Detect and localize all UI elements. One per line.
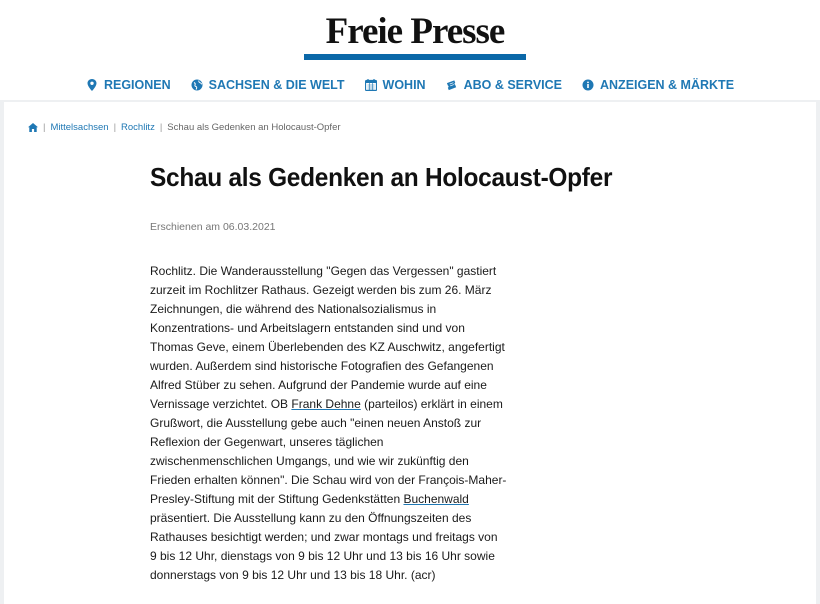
logo-underline <box>304 54 526 60</box>
body-text-segment: Presley-Stiftung mit der Stiftung Gedenkstätten <box>150 492 404 506</box>
body-line <box>150 395 530 414</box>
site-logo[interactable]: Freie Presse <box>325 11 505 52</box>
main-nav <box>0 74 820 96</box>
nav-item-wohin[interactable] <box>365 74 426 96</box>
body-line: Grußwort, die Ausstellung gebe auch "einen neuen Anstoß zur <box>150 416 482 430</box>
nav-item-regionen[interactable] <box>86 74 171 96</box>
nav-label: ABO & SERVICE <box>463 78 562 92</box>
body-line: Rochlitz. Die Wanderausstellung "Gegen das Vergessen" gastiert <box>150 264 497 278</box>
breadcrumb <box>28 122 341 133</box>
body-text-segment: (parteilos) erklärt in einem <box>360 397 503 411</box>
ticket-icon <box>446 79 458 91</box>
nav-label: WOHIN <box>382 78 426 92</box>
body-line: Rathauses besichtigt werden; und zwar montags und freitags von <box>150 530 498 544</box>
nav-item-sachsen-welt[interactable] <box>191 74 345 96</box>
body-line: Thomas Geve, einem Überlebenden des KZ Auschwitz, angefertigt <box>150 340 505 354</box>
breadcrumb-mittelsachsen[interactable]: Mittelsachsen <box>50 122 109 133</box>
body-text-segment: Vernissage verzichtet. OB <box>150 397 292 411</box>
body-line: Konzentrations- und Arbeitslagern entstanden sind und von <box>150 321 465 335</box>
article-body <box>150 262 530 585</box>
breadcrumb-separator: | <box>43 122 46 133</box>
breadcrumb-separator: | <box>113 122 117 133</box>
nav-label: SACHSEN & DIE WELT <box>208 78 345 92</box>
body-line: Reflexion der Gegenwart, unseres täglichen <box>150 435 384 449</box>
body-line: zurzeit im Rochlitzer Rathaus. Gezeigt werden bis zum 26. März <box>150 283 492 297</box>
article-container <box>4 102 816 604</box>
article-dateline: Erschienen am 06.03.2021 <box>150 221 276 233</box>
body-line: präsentiert. Die Ausstellung kann zu den Öffnungszeiten des <box>150 511 472 525</box>
nav-item-abo-service[interactable] <box>446 74 562 96</box>
body-line <box>150 490 530 509</box>
body-line: donnerstags von 9 bis 12 Uhr und 13 bis 18 Uhr. (acr) <box>150 568 436 582</box>
breadcrumb-current: Schau als Gedenken an Holocaust-Opfer <box>167 122 341 133</box>
site-header <box>0 0 820 100</box>
body-line: Zeichnungen, die während des Nationalsozialismus in <box>150 302 437 316</box>
nav-item-anzeigen-maerkte[interactable] <box>582 74 734 96</box>
breadcrumb-separator: | <box>159 122 163 133</box>
body-line: 9 bis 12 Uhr, dienstags von 9 bis 12 Uhr und 13 bis 16 Uhr sowie <box>150 549 495 563</box>
article-title: Schau als Gedenken an Holocaust-Opfer <box>150 162 613 192</box>
home-icon[interactable] <box>28 123 38 132</box>
body-line: wurden. Außerdem sind historische Fotografien des Gefangenen <box>150 359 494 373</box>
body-line: zwischenmenschlichen Umgangs, und wie wir zukünftig den <box>150 454 469 468</box>
link-buchenwald[interactable]: Buchenwald <box>403 492 469 506</box>
body-line: Frieden erhalten können". Die Schau wird von der François-Maher- <box>150 473 507 487</box>
body-line: Alfred Stüber zu sehen. Aufgrund der Pandemie wurde auf eine <box>150 378 487 392</box>
calendar-icon <box>365 79 377 91</box>
location-pin-icon <box>86 79 98 91</box>
info-icon <box>582 79 594 91</box>
nav-label: REGIONEN <box>103 78 171 92</box>
globe-icon <box>191 79 203 91</box>
breadcrumb-rochlitz[interactable]: Rochlitz <box>121 122 155 133</box>
link-frank-dehne[interactable]: Frank Dehne <box>291 397 361 411</box>
nav-label: ANZEIGEN & MÄRKTE <box>600 78 735 92</box>
